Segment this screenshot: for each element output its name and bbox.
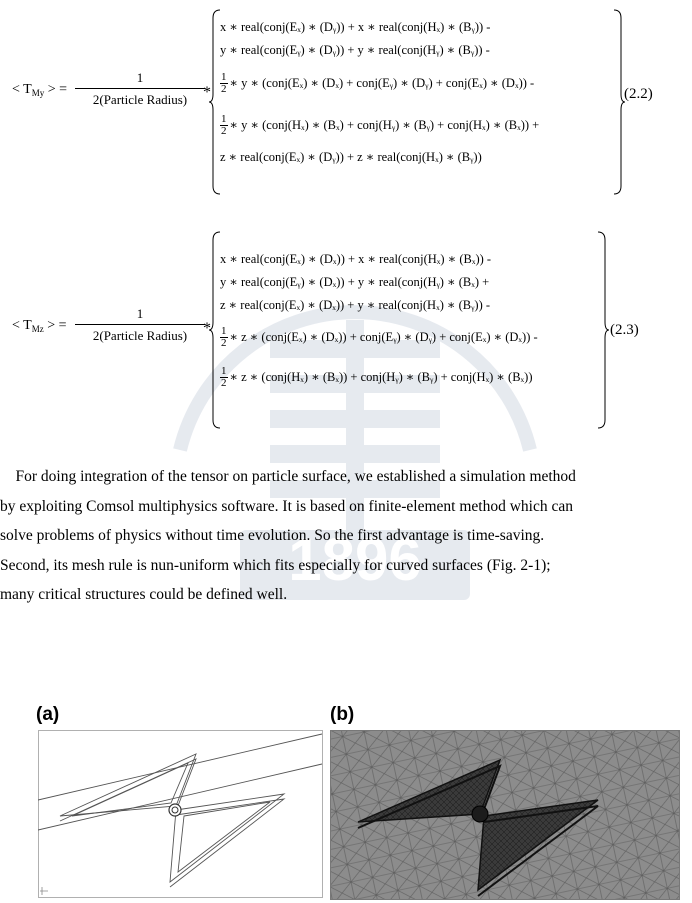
- paragraph-line: many critical structures could be defined well.: [0, 586, 288, 603]
- body-paragraph: [0, 462, 680, 610]
- eq23-lhs: < $T_{Mz}$ > =: [12, 318, 67, 334]
- eq23-half-fraction: 1 2: [221, 324, 227, 349]
- eq23-term-3: z ∗ real(conj(Eₓ) ∗ (Dₓ)) + y ∗ real(conj(Hₓ) ∗ (Bᵧ)) -: [220, 298, 491, 312]
- figure-label-a: (a): [36, 704, 60, 725]
- eq22-term-2: y ∗ real(conj(Eᵧ) ∗ (Dᵧ)) + y ∗ real(conj(Hᵧ) ∗ (Bᵧ)) -: [220, 43, 490, 57]
- mesh-particle: [472, 806, 488, 822]
- equation-2-3: [0, 228, 692, 433]
- eq22-number: (2.2): [624, 86, 653, 102]
- eq22-lhs: < $T_{My}$ > =: [12, 82, 68, 98]
- eq22-term-3: 1 2 ∗ y ∗ (conj(Eₓ) ∗ (Dₓ) + conj(Eᵧ) ∗ (Dᵧ) + conj(Eₓ) ∗ (Dₓ)) -: [221, 70, 535, 95]
- figure-a-wireframe: [38, 730, 323, 898]
- paragraph-line: Second, its mesh rule is nun-uniform which fits especially for curved surfaces (Fig. 2-1);: [0, 556, 551, 574]
- eq23-right-brace: [596, 230, 610, 430]
- eq22-terms: [220, 16, 539, 169]
- paragraph-line: solve problems of physics without time evolution. So the first advantage is time-saving.: [0, 527, 545, 544]
- svg-text:1896: 1896: [288, 526, 422, 593]
- eq22-fraction: 1 2(Particle Radius): [75, 70, 205, 108]
- eq23-fraction: 1 2(Particle Radius): [75, 306, 205, 344]
- figure-b-mesh: [330, 730, 680, 900]
- figure-label-b: (b): [330, 704, 355, 725]
- eq23-multiply: *: [203, 320, 211, 337]
- eq23-terms: [220, 248, 538, 397]
- eq23-term-4: 1 2 ∗ z ∗ (conj(Eₓ) ∗ (Dₓ)) + conj(Eᵧ) ∗ (Dᵧ) + conj(Eₓ) ∗ (Dₓ)) -: [221, 324, 538, 349]
- eq22-term-1: x ∗ real(conj(Eₓ) ∗ (Dᵧ)) + x ∗ real(conj(Hₓ) ∗ (Bᵧ)) -: [220, 20, 491, 34]
- paragraph-line: by exploiting Comsol multiphysics software. It is based on finite-element method which can: [0, 497, 573, 515]
- eq22-term-4: 1 2 ∗ y ∗ (conj(Hₓ) ∗ (Bₓ) + conj(Hᵧ) ∗ (Bᵧ) + conj(Hₓ) ∗ (Bₓ)) +: [221, 112, 540, 137]
- eq23-half-fraction: 1 2: [221, 364, 227, 389]
- eq22-half-fraction: 1 2: [221, 112, 227, 137]
- eq23-term-5: 1 2 ∗ z ∗ (conj(Hₓ) ∗ (Bₓ)) + conj(Hᵧ) ∗ (Bᵧ) + conj(Hₓ) ∗ (Bₓ)): [221, 364, 533, 389]
- particle-sphere: [169, 804, 181, 816]
- eq23-term-2: y ∗ real(conj(Eᵧ) ∗ (Dₓ)) + y ∗ real(conj(Hᵧ) ∗ (Bₓ) +: [220, 275, 490, 289]
- eq23-term-1: x ∗ real(conj(Eₓ) ∗ (Dₓ)) + x ∗ real(conj(Hₓ) ∗ (Bₓ)) -: [220, 252, 492, 266]
- eq23-number: (2.3): [610, 322, 639, 338]
- eq22-term-5: z ∗ real(conj(Eₓ) ∗ (Dᵧ)) + z ∗ real(conj(Hₓ) ∗ (Bᵧ)): [220, 150, 482, 164]
- equation-2-2: [0, 0, 692, 200]
- eq22-half-fraction: 1 2: [221, 70, 227, 95]
- eq22-multiply: *: [203, 84, 211, 101]
- paragraph-line: For doing integration of the tensor on particle surface, we established a simulation method: [0, 468, 576, 485]
